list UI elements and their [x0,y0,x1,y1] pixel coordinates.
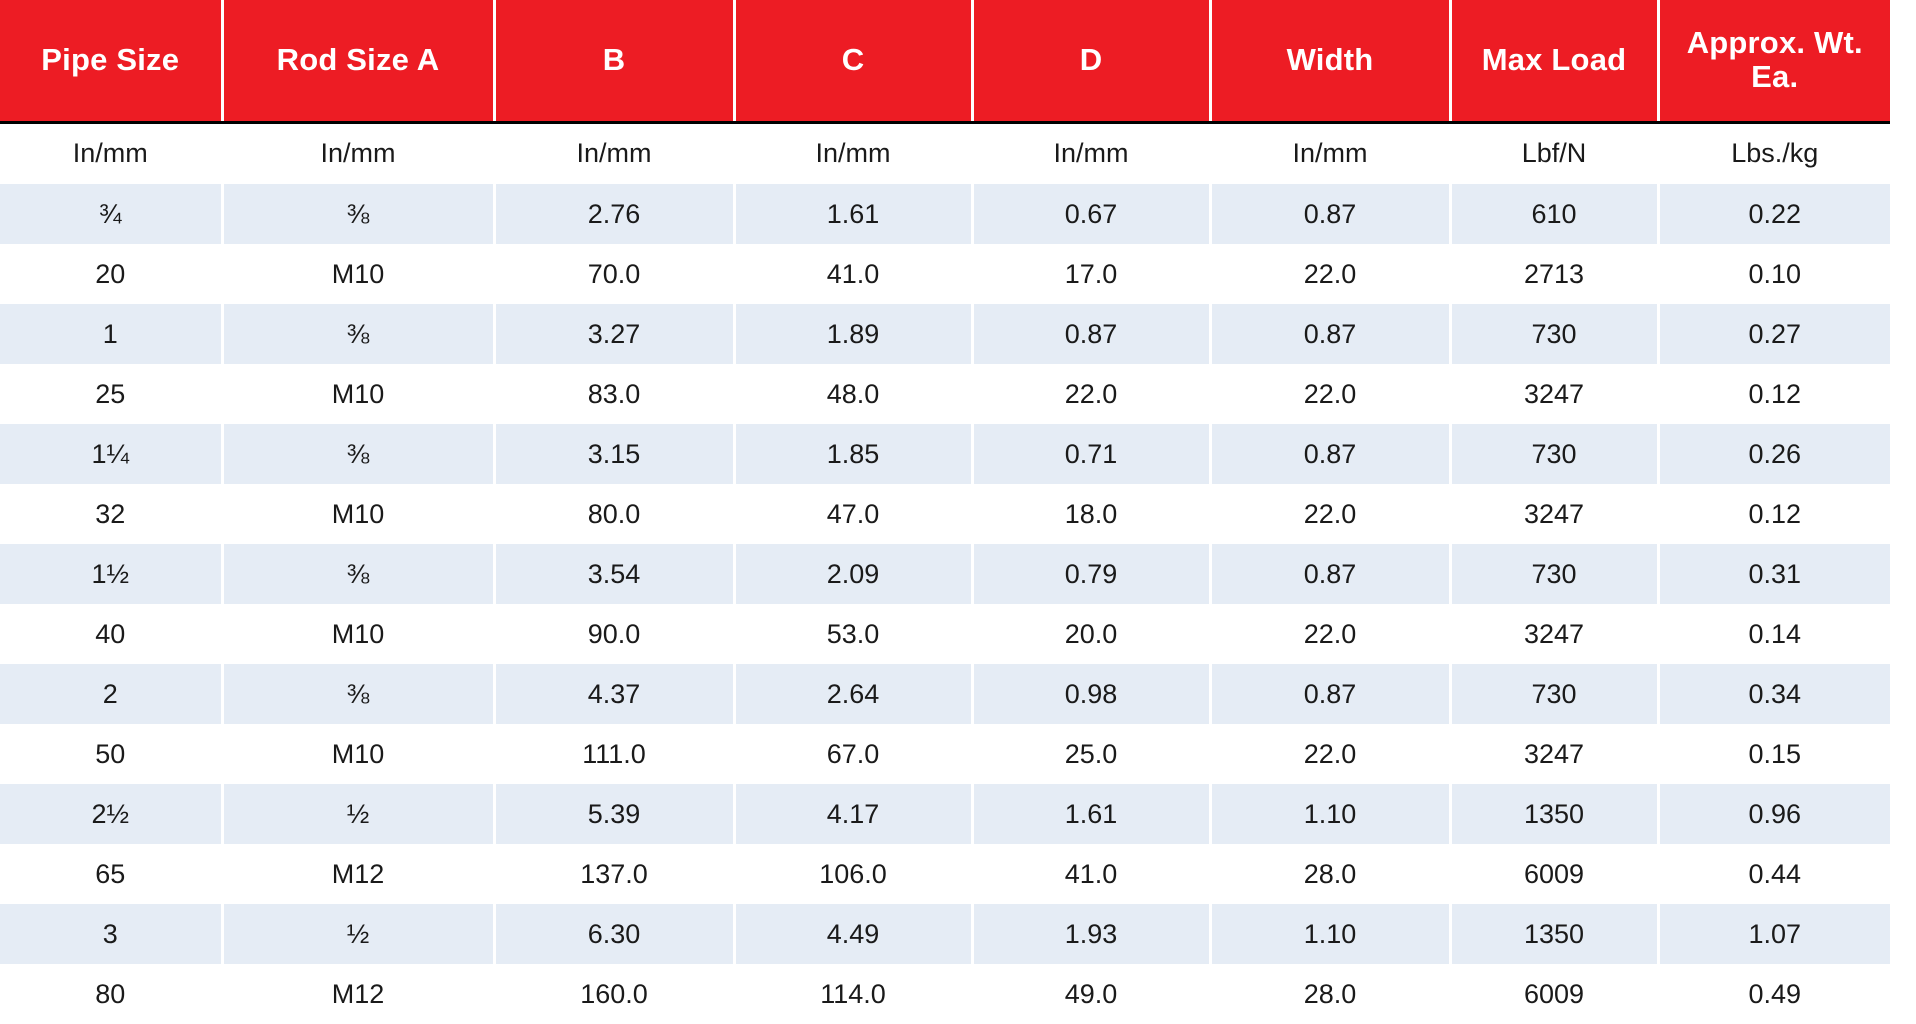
cell-c: 4.49 [734,904,972,964]
cell-max-load: 3247 [1450,724,1658,784]
cell-approx-wt: 0.34 [1658,664,1890,724]
cell-rod-size: M10 [222,364,494,424]
cell-max-load: 730 [1450,664,1658,724]
cell-rod-size: M10 [222,484,494,544]
cell-rod-size: M12 [222,964,494,1024]
table-body [0,122,1890,1024]
cell-width: 22.0 [1210,244,1450,304]
cell-d: 1.61 [972,784,1210,844]
cell-rod-size: ⅜ [222,544,494,604]
cell-width: 0.87 [1210,184,1450,244]
cell-rod-size: ½ [222,904,494,964]
cell-b: 5.39 [494,784,734,844]
cell-rod-size: ⅜ [222,664,494,724]
column-header-max-load: Max Load [1450,0,1658,122]
cell-rod-size: ⅜ [222,424,494,484]
cell-approx-wt: 0.12 [1658,364,1890,424]
cell-rod-size: M10 [222,724,494,784]
cell-approx-wt: 0.49 [1658,964,1890,1024]
cell-d: 22.0 [972,364,1210,424]
cell-pipe-size: 2 [0,664,222,724]
table-row [0,424,1890,484]
cell-d: 20.0 [972,604,1210,664]
cell-approx-wt: 0.14 [1658,604,1890,664]
cell-max-load: 6009 [1450,844,1658,904]
column-header-c: C [734,0,972,122]
cell-max-load: 730 [1450,544,1658,604]
column-header-rod-size-a: Rod Size A [222,0,494,122]
cell-b: 4.37 [494,664,734,724]
cell-max-load: 610 [1450,184,1658,244]
cell-pipe-size: 3 [0,904,222,964]
cell-c: 4.17 [734,784,972,844]
cell-rod-size: M10 [222,604,494,664]
cell-max-load: 6009 [1450,964,1658,1024]
cell-width: 0.87 [1210,544,1450,604]
table-row [0,844,1890,904]
table-row [0,964,1890,1024]
cell-b: 70.0 [494,244,734,304]
cell-b: 2.76 [494,184,734,244]
unit-cell-b: In/mm [494,122,734,184]
table-row [0,184,1890,244]
cell-width: 28.0 [1210,844,1450,904]
cell-approx-wt: 1.07 [1658,904,1890,964]
cell-b: 6.30 [494,904,734,964]
table-row [0,244,1890,304]
cell-approx-wt: 0.22 [1658,184,1890,244]
cell-max-load: 3247 [1450,364,1658,424]
cell-d: 0.79 [972,544,1210,604]
cell-max-load: 2713 [1450,244,1658,304]
unit-cell-approx-wt: Lbs./kg [1658,122,1890,184]
cell-approx-wt: 0.10 [1658,244,1890,304]
cell-rod-size: M12 [222,844,494,904]
cell-d: 17.0 [972,244,1210,304]
cell-approx-wt: 0.15 [1658,724,1890,784]
table-row [0,364,1890,424]
cell-approx-wt: 0.96 [1658,784,1890,844]
units-row [0,122,1890,184]
cell-c: 67.0 [734,724,972,784]
column-header-d: D [972,0,1210,122]
cell-pipe-size: 40 [0,604,222,664]
cell-b: 90.0 [494,604,734,664]
table-row [0,544,1890,604]
cell-c: 2.64 [734,664,972,724]
cell-d: 1.93 [972,904,1210,964]
cell-c: 53.0 [734,604,972,664]
column-header-pipe-size: Pipe Size [0,0,222,122]
cell-width: 28.0 [1210,964,1450,1024]
cell-d: 18.0 [972,484,1210,544]
unit-cell-max-load: Lbf/N [1450,122,1658,184]
unit-cell-pipe-size: In/mm [0,122,222,184]
table-row [0,664,1890,724]
cell-max-load: 730 [1450,424,1658,484]
table-row [0,304,1890,364]
cell-pipe-size: 1¼ [0,424,222,484]
cell-pipe-size: 1½ [0,544,222,604]
cell-b: 83.0 [494,364,734,424]
cell-b: 137.0 [494,844,734,904]
cell-c: 48.0 [734,364,972,424]
cell-b: 3.27 [494,304,734,364]
cell-pipe-size: 20 [0,244,222,304]
cell-d: 41.0 [972,844,1210,904]
cell-width: 0.87 [1210,424,1450,484]
column-header-width: Width [1210,0,1450,122]
cell-b: 3.54 [494,544,734,604]
cell-approx-wt: 0.27 [1658,304,1890,364]
cell-pipe-size: 32 [0,484,222,544]
cell-pipe-size: ¾ [0,184,222,244]
cell-c: 114.0 [734,964,972,1024]
cell-d: 49.0 [972,964,1210,1024]
cell-rod-size: M10 [222,244,494,304]
cell-c: 41.0 [734,244,972,304]
column-header-approx-wt-ea: Approx. Wt. Ea. [1658,0,1890,122]
cell-width: 22.0 [1210,724,1450,784]
cell-max-load: 1350 [1450,784,1658,844]
cell-max-load: 3247 [1450,484,1658,544]
column-header-b: B [494,0,734,122]
cell-approx-wt: 0.31 [1658,544,1890,604]
table-row [0,604,1890,664]
cell-width: 22.0 [1210,364,1450,424]
table-header [0,0,1890,122]
table-row [0,484,1890,544]
cell-d: 0.71 [972,424,1210,484]
cell-b: 3.15 [494,424,734,484]
cell-rod-size: ⅜ [222,304,494,364]
cell-pipe-size: 2½ [0,784,222,844]
cell-c: 1.61 [734,184,972,244]
cell-c: 2.09 [734,544,972,604]
unit-cell-rod-size: In/mm [222,122,494,184]
cell-width: 1.10 [1210,904,1450,964]
cell-d: 0.98 [972,664,1210,724]
unit-cell-width: In/mm [1210,122,1450,184]
unit-cell-c: In/mm [734,122,972,184]
cell-width: 22.0 [1210,484,1450,544]
cell-c: 47.0 [734,484,972,544]
cell-max-load: 3247 [1450,604,1658,664]
cell-rod-size: ½ [222,784,494,844]
cell-approx-wt: 0.44 [1658,844,1890,904]
cell-b: 80.0 [494,484,734,544]
cell-pipe-size: 65 [0,844,222,904]
cell-b: 111.0 [494,724,734,784]
cell-b: 160.0 [494,964,734,1024]
cell-d: 25.0 [972,724,1210,784]
unit-cell-d: In/mm [972,122,1210,184]
cell-c: 1.85 [734,424,972,484]
table-row [0,784,1890,844]
cell-max-load: 730 [1450,304,1658,364]
cell-pipe-size: 50 [0,724,222,784]
cell-rod-size: ⅜ [222,184,494,244]
cell-pipe-size: 25 [0,364,222,424]
table-row [0,904,1890,964]
cell-width: 0.87 [1210,664,1450,724]
cell-d: 0.67 [972,184,1210,244]
cell-width: 0.87 [1210,304,1450,364]
cell-approx-wt: 0.26 [1658,424,1890,484]
header-row [0,0,1890,122]
cell-approx-wt: 0.12 [1658,484,1890,544]
cell-max-load: 1350 [1450,904,1658,964]
cell-c: 106.0 [734,844,972,904]
cell-pipe-size: 1 [0,304,222,364]
cell-pipe-size: 80 [0,964,222,1024]
cell-d: 0.87 [972,304,1210,364]
cell-c: 1.89 [734,304,972,364]
table-row [0,724,1890,784]
cell-width: 22.0 [1210,604,1450,664]
cell-width: 1.10 [1210,784,1450,844]
